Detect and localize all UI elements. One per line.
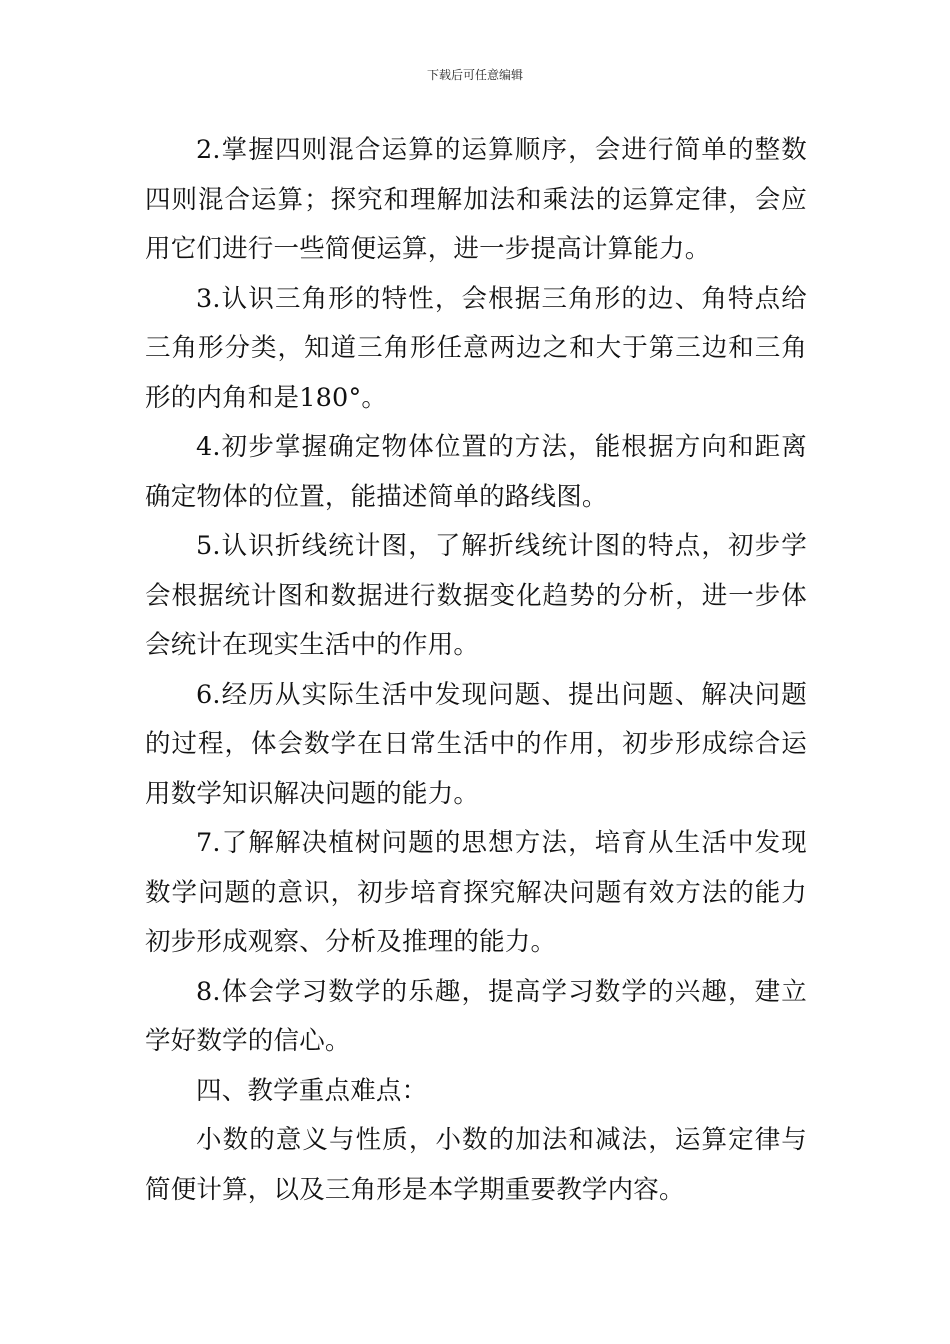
paragraph-6: 6.经历从实际生活中发现问题、提出问题、解决问题的过程，体会数学在日常生活中的作用，初步形成综合运用数学知识解决问题的能力。 — [145, 679, 807, 809]
paragraph-2: 2.掌握四则混合运算的运算顺序，会进行简单的整数四则混合运算；探究和理解加法和乘法的运算定律，会应用它们进行一些简便运算，进一步提高计算能力。 — [145, 135, 807, 264]
document-body — [145, 126, 807, 1215]
paragraph-key-points: 小数的意义与性质，小数的加法和减法，运算定律与简便计算，以及三角形是本学期重要教学内容。 — [145, 1125, 807, 1205]
paragraph-4: 4.初步掌握确定物体位置的方法，能根据方向和距离确定物体的位置，能描述简单的路线图。 — [145, 432, 807, 512]
paragraph-3: 3.认识三角形的特性，会根据三角形的边、角特点给三角形分类，知道三角形任意两边之和大于第三边和三角形的内角和是180°。 — [145, 283, 807, 413]
paragraph-7: 7.了解解决植树问题的思想方法，培育从生活中发现数学问题的意识，初步培育探究解决问题有效方法的能力初步形成观察、分析及推理的能力。 — [145, 828, 807, 957]
page-header: 下载后可任意编辑 — [426, 68, 523, 82]
paragraph-5: 5.认识折线统计图，了解折线统计图的特点，初步学会根据统计图和数据进行数据变化趋势的分析，进一步体会统计在现实生活中的作用。 — [145, 531, 807, 660]
paragraph-8: 8.体会学习数学的乐趣，提高学习数学的兴趣，建立学好数学的信心。 — [145, 976, 807, 1056]
section-heading: 四、教学重点难点： — [196, 1075, 428, 1106]
